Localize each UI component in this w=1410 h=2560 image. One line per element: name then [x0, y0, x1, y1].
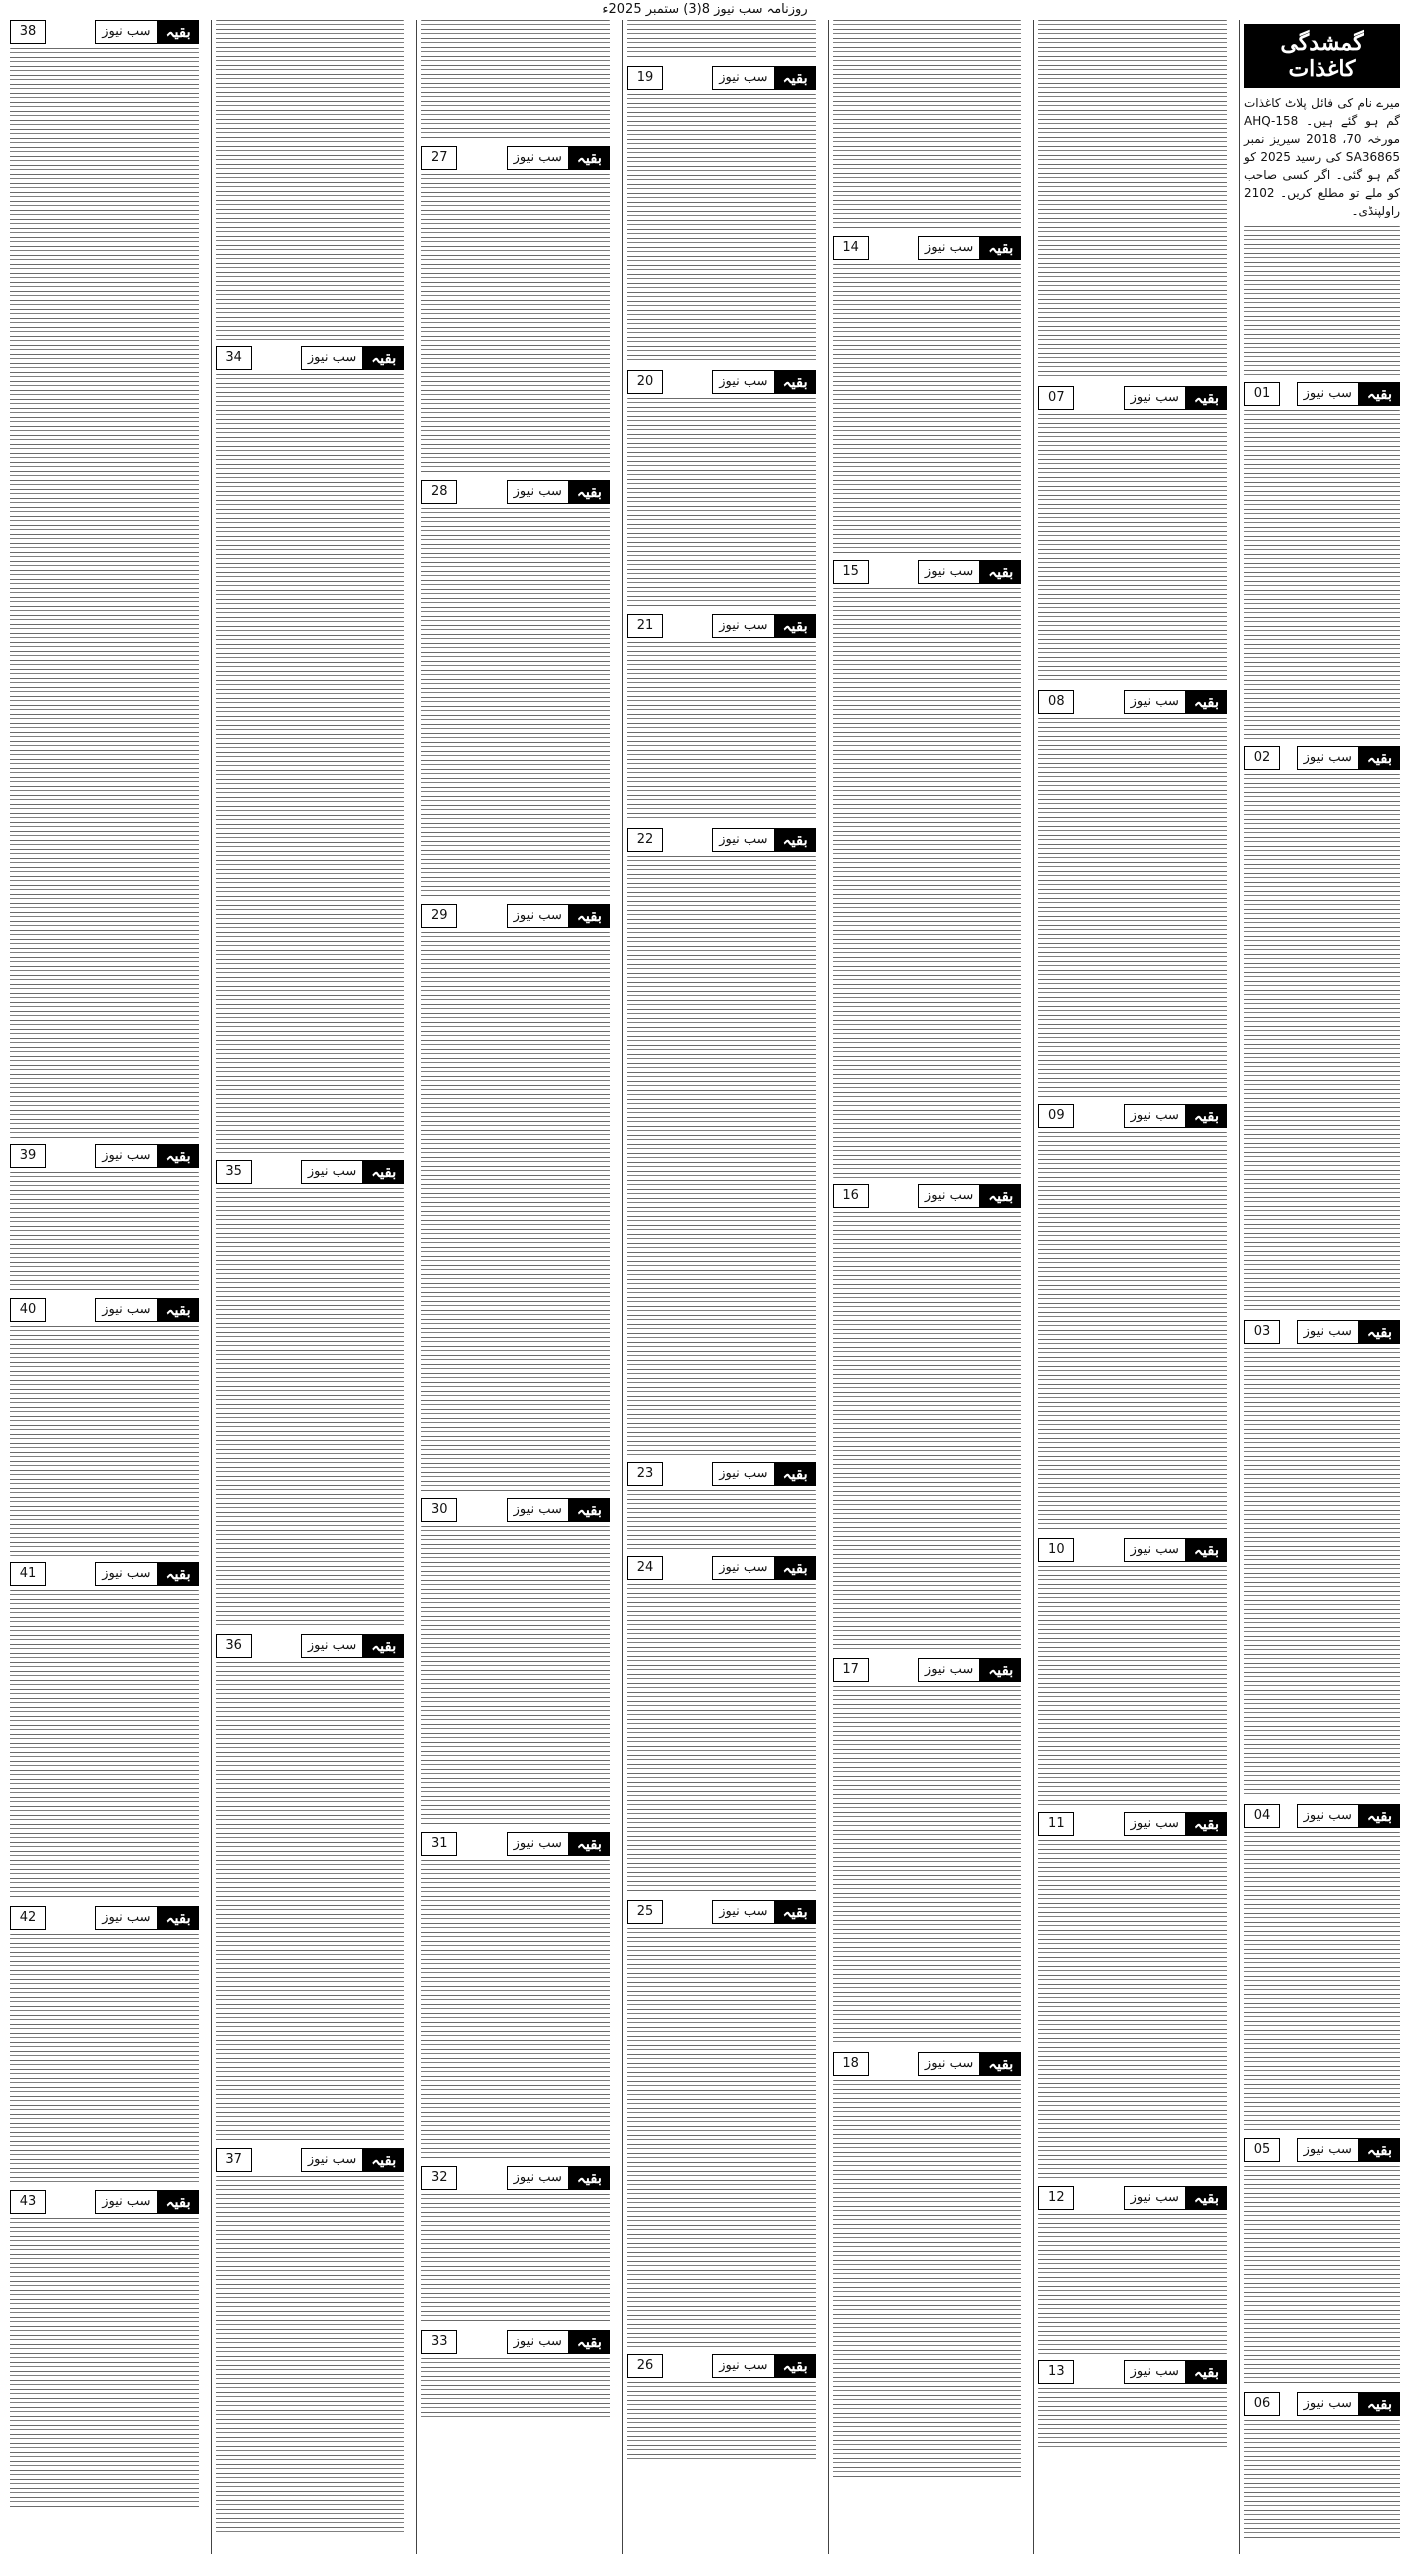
- continuation-number: 33: [421, 2330, 457, 2354]
- continuation-badge: بقیہ: [158, 1562, 199, 1586]
- continuation-header: [216, 2148, 405, 2172]
- text-block: [627, 1928, 816, 2348]
- continuation-header: [627, 614, 816, 638]
- continuation-badge: بقیہ: [569, 146, 610, 170]
- text-block: [627, 2382, 816, 2462]
- text-block: [1244, 226, 1400, 376]
- text-block: [216, 374, 405, 1154]
- continuation-sub: سب نیوز: [1124, 1104, 1186, 1128]
- text-block: [1038, 718, 1227, 1098]
- continuation-sub: سب نیوز: [507, 2330, 569, 2354]
- continuation-badge: بقیہ: [1359, 382, 1400, 406]
- continuation-header: [421, 904, 610, 928]
- column-6: [211, 20, 409, 2554]
- continuation-sub: سب نیوز: [712, 1900, 774, 1924]
- continuation-number: 34: [216, 346, 252, 370]
- text-block: [1244, 2166, 1400, 2386]
- continuation-header: [10, 2190, 199, 2214]
- continuation-sub: سب نیوز: [712, 828, 774, 852]
- continuation-header: [421, 1832, 610, 1856]
- continuation-header: [1038, 386, 1227, 410]
- continuation-badge: بقیہ: [775, 828, 816, 852]
- text-block: [1038, 1566, 1227, 1806]
- text-block: [10, 1326, 199, 1556]
- continuation-header: [627, 1462, 816, 1486]
- continuation-badge: بقیہ: [980, 1658, 1021, 1682]
- continuation-sub: سب نیوز: [95, 1906, 157, 1930]
- continuation-badge: بقیہ: [980, 560, 1021, 584]
- continuation-sub: سب نیوز: [301, 346, 363, 370]
- continuation-badge: بقیہ: [1186, 2360, 1227, 2384]
- continuation-number: 12: [1038, 2186, 1074, 2210]
- continuation-badge: بقیہ: [363, 2148, 404, 2172]
- continuation-header: [421, 1498, 610, 1522]
- continuation-number: 17: [833, 1658, 869, 1682]
- text-block: [627, 1584, 816, 1894]
- continuation-badge: بقیہ: [1359, 2392, 1400, 2416]
- text-block: [216, 1662, 405, 2142]
- column-4: [622, 20, 820, 2554]
- continuation-sub: سب نیوز: [712, 66, 774, 90]
- continuation-header: [216, 1160, 405, 1184]
- continuation-sub: سب نیوز: [301, 2148, 363, 2172]
- continuation-sub: سب نیوز: [95, 1144, 157, 1168]
- continuation-header: [10, 1562, 199, 1586]
- continuation-sub: سب نیوز: [712, 614, 774, 638]
- continuation-sub: سب نیوز: [507, 480, 569, 504]
- continuation-header: [421, 2330, 610, 2354]
- continuation-header: [1244, 382, 1400, 406]
- continuation-number: 14: [833, 236, 869, 260]
- continuation-badge: بقیہ: [775, 1900, 816, 1924]
- continuation-sub: سب نیوز: [1124, 2186, 1186, 2210]
- continuation-badge: بقیہ: [980, 2052, 1021, 2076]
- continuation-header: [627, 828, 816, 852]
- continuation-header: [216, 346, 405, 370]
- continuation-badge: بقیہ: [1186, 1538, 1227, 1562]
- continuation-number: 16: [833, 1184, 869, 1208]
- continuation-header: [627, 1900, 816, 1924]
- continuation-sub: سب نیوز: [95, 1298, 157, 1322]
- continuation-header: [833, 1184, 1022, 1208]
- continuation-number: 36: [216, 1634, 252, 1658]
- continuation-sub: سب نیوز: [918, 560, 980, 584]
- continuation-number: 27: [421, 146, 457, 170]
- continuation-header: [421, 480, 610, 504]
- continuation-badge: بقیہ: [1186, 2186, 1227, 2210]
- continuation-badge: بقیہ: [775, 370, 816, 394]
- continuation-number: 18: [833, 2052, 869, 2076]
- text-block: [627, 94, 816, 364]
- continuation-badge: بقیہ: [1359, 2138, 1400, 2162]
- continuation-number: 24: [627, 1556, 663, 1580]
- continuation-header: [1038, 690, 1227, 714]
- continuation-badge: بقیہ: [158, 1144, 199, 1168]
- columns-container: [6, 20, 1404, 2554]
- text-block: [421, 2194, 610, 2324]
- continuation-sub: سب نیوز: [918, 2052, 980, 2076]
- continuation-number: 35: [216, 1160, 252, 1184]
- continuation-header: [833, 2052, 1022, 2076]
- continuation-badge: بقیہ: [1359, 746, 1400, 770]
- continuation-badge: بقیہ: [775, 1556, 816, 1580]
- text-block: [833, 1686, 1022, 2046]
- continuation-number: 09: [1038, 1104, 1074, 1128]
- continuation-sub: سب نیوز: [95, 1562, 157, 1586]
- continuation-header: [627, 370, 816, 394]
- continuation-badge: بقیہ: [363, 1634, 404, 1658]
- continuation-number: 01: [1244, 382, 1280, 406]
- continuation-number: 30: [421, 1498, 457, 1522]
- column-1: [1239, 20, 1404, 2554]
- continuation-badge: بقیہ: [158, 1298, 199, 1322]
- notice-title: گمشدگی کاغذات: [1244, 24, 1400, 88]
- text-block: [1038, 20, 1227, 380]
- continuation-number: 23: [627, 1462, 663, 1486]
- notice-body: میرے نام کی فائل پلاٹ کاغذات گم ہو گئے ہیں۔ AHQ-158 مورخہ 70، 2018 سیریز نمبر SA36865 کی رسید 2025 کو گم ہو گئی۔ اگر کسی صاحب کو ملے تو مطلع کریں۔ 2102 راولپنڈی۔: [1244, 96, 1401, 218]
- text-block: [1038, 2214, 1227, 2354]
- continuation-header: [1244, 2138, 1400, 2162]
- column-7: [6, 20, 203, 2554]
- continuation-header: [627, 66, 816, 90]
- text-block: [10, 2218, 199, 2508]
- text-block: [1244, 1832, 1400, 2132]
- column-5: [416, 20, 614, 2554]
- continuation-badge: بقیہ: [1186, 1104, 1227, 1128]
- continuation-header: [627, 1556, 816, 1580]
- continuation-sub: سب نیوز: [712, 1462, 774, 1486]
- continuation-badge: بقیہ: [363, 346, 404, 370]
- continuation-number: 40: [10, 1298, 46, 1322]
- text-block: [1244, 410, 1400, 740]
- continuation-number: 02: [1244, 746, 1280, 770]
- continuation-header: [1038, 2186, 1227, 2210]
- continuation-header: [421, 146, 610, 170]
- continuation-number: 05: [1244, 2138, 1280, 2162]
- continuation-number: 26: [627, 2354, 663, 2378]
- text-block: [833, 2080, 1022, 2480]
- continuation-badge: بقیہ: [775, 2354, 816, 2378]
- continuation-header: [10, 1298, 199, 1322]
- text-block: [421, 932, 610, 1492]
- continuation-badge: بقیہ: [775, 1462, 816, 1486]
- text-block: [421, 1526, 610, 1826]
- continuation-sub: سب نیوز: [1297, 2392, 1359, 2416]
- continuation-sub: سب نیوز: [918, 236, 980, 260]
- text-block: [1038, 1840, 1227, 2180]
- continuation-number: 19: [627, 66, 663, 90]
- continuation-number: 37: [216, 2148, 252, 2172]
- continuation-number: 31: [421, 1832, 457, 1856]
- continuation-number: 13: [1038, 2360, 1074, 2384]
- continuation-number: 06: [1244, 2392, 1280, 2416]
- continuation-badge: بقیہ: [569, 904, 610, 928]
- text-block: [627, 1490, 816, 1550]
- text-block: [10, 1172, 199, 1292]
- continuation-number: 11: [1038, 1812, 1074, 1836]
- continuation-number: 32: [421, 2166, 457, 2190]
- continuation-sub: سب نیوز: [507, 1832, 569, 1856]
- continuation-number: 38: [10, 20, 46, 44]
- continuation-badge: بقیہ: [569, 1498, 610, 1522]
- continuation-badge: بقیہ: [980, 1184, 1021, 1208]
- continuation-badge: بقیہ: [569, 2330, 610, 2354]
- continuation-header: [833, 1658, 1022, 1682]
- text-block: [10, 1934, 199, 2184]
- continuation-badge: بقیہ: [158, 20, 199, 44]
- continuation-badge: بقیہ: [1186, 690, 1227, 714]
- text-block: [216, 2176, 405, 2536]
- text-block: [1038, 414, 1227, 684]
- text-block: [627, 642, 816, 822]
- continuation-sub: سب نیوز: [507, 2166, 569, 2190]
- continuation-sub: سب نیوز: [301, 1160, 363, 1184]
- continuation-badge: بقیہ: [775, 614, 816, 638]
- continuation-sub: سب نیوز: [301, 1634, 363, 1658]
- text-block: [216, 20, 405, 340]
- text-block: [421, 2358, 610, 2418]
- continuation-badge: بقیہ: [980, 236, 1021, 260]
- text-block: [1244, 1348, 1400, 1798]
- continuation-sub: سب نیوز: [1124, 386, 1186, 410]
- text-block: [627, 398, 816, 608]
- continuation-sub: سب نیوز: [95, 20, 157, 44]
- continuation-number: 22: [627, 828, 663, 852]
- continuation-sub: سب نیوز: [507, 1498, 569, 1522]
- continuation-sub: سب نیوز: [507, 146, 569, 170]
- continuation-number: 20: [627, 370, 663, 394]
- continuation-sub: سب نیوز: [918, 1658, 980, 1682]
- continuation-badge: بقیہ: [363, 1160, 404, 1184]
- text-block: [421, 174, 610, 474]
- continuation-number: 28: [421, 480, 457, 504]
- continuation-badge: بقیہ: [1186, 386, 1227, 410]
- continuation-number: 39: [10, 1144, 46, 1168]
- continuation-header: [1244, 2392, 1400, 2416]
- text-block: [421, 508, 610, 898]
- column-3: [828, 20, 1026, 2554]
- text-block: [421, 1860, 610, 2160]
- masthead-date-line: روزنامہ سب نیوز 8(3) ستمبر 2025ء: [602, 2, 808, 17]
- continuation-badge: بقیہ: [1359, 1320, 1400, 1344]
- continuation-header: [1038, 2360, 1227, 2384]
- continuation-sub: سب نیوز: [918, 1184, 980, 1208]
- continuation-badge: بقیہ: [775, 66, 816, 90]
- continuation-header: [421, 2166, 610, 2190]
- continuation-sub: سب نیوز: [1297, 1804, 1359, 1828]
- continuation-header: [1038, 1812, 1227, 1836]
- continuation-number: 29: [421, 904, 457, 928]
- text-block: [1244, 2420, 1400, 2540]
- continuation-badge: بقیہ: [569, 1832, 610, 1856]
- text-block: [833, 264, 1022, 554]
- continuation-number: 25: [627, 1900, 663, 1924]
- continuation-number: 08: [1038, 690, 1074, 714]
- continuation-number: 07: [1038, 386, 1074, 410]
- text-block: [833, 20, 1022, 230]
- text-block: [216, 1188, 405, 1628]
- continuation-header: [1244, 1320, 1400, 1344]
- text-block: [421, 20, 610, 140]
- continuation-header: [1038, 1104, 1227, 1128]
- text-block: [627, 856, 816, 1456]
- continuation-sub: سب نیوز: [1297, 746, 1359, 770]
- continuation-number: 04: [1244, 1804, 1280, 1828]
- continuation-header: [627, 2354, 816, 2378]
- text-block: [10, 48, 199, 1138]
- continuation-number: 21: [627, 614, 663, 638]
- continuation-sub: سب نیوز: [1297, 1320, 1359, 1344]
- column-2: [1033, 20, 1231, 2554]
- continuation-sub: سب نیوز: [507, 904, 569, 928]
- continuation-badge: بقیہ: [1359, 1804, 1400, 1828]
- continuation-badge: بقیہ: [569, 2166, 610, 2190]
- continuation-badge: بقیہ: [158, 1906, 199, 1930]
- continuation-header: [1244, 1804, 1400, 1828]
- continuation-badge: بقیہ: [1186, 1812, 1227, 1836]
- continuation-number: 43: [10, 2190, 46, 2214]
- continuation-number: 15: [833, 560, 869, 584]
- continuation-sub: سب نیوز: [1124, 2360, 1186, 2384]
- continuation-number: 10: [1038, 1538, 1074, 1562]
- continuation-badge: بقیہ: [158, 2190, 199, 2214]
- continuation-sub: سب نیوز: [712, 2354, 774, 2378]
- continuation-sub: سب نیوز: [712, 1556, 774, 1580]
- text-block: [627, 20, 816, 60]
- continuation-badge: بقیہ: [569, 480, 610, 504]
- continuation-number: 42: [10, 1906, 46, 1930]
- continuation-header: [1244, 746, 1400, 770]
- continuation-sub: سب نیوز: [1124, 1538, 1186, 1562]
- continuation-header: [833, 236, 1022, 260]
- continuation-number: 41: [10, 1562, 46, 1586]
- continuation-sub: سب نیوز: [95, 2190, 157, 2214]
- text-block: [833, 1212, 1022, 1652]
- text-block: [10, 1590, 199, 1900]
- text-block: [1038, 1132, 1227, 1532]
- continuation-sub: سب نیوز: [1124, 1812, 1186, 1836]
- continuation-header: [10, 1906, 199, 1930]
- continuation-header: [10, 1144, 199, 1168]
- continuation-header: [1038, 1538, 1227, 1562]
- continuation-sub: سب نیوز: [712, 370, 774, 394]
- continuation-sub: سب نیوز: [1297, 2138, 1359, 2162]
- continuation-header: [10, 20, 199, 44]
- text-block: [1038, 2388, 1227, 2448]
- continuation-sub: سب نیوز: [1297, 382, 1359, 406]
- continuation-number: 03: [1244, 1320, 1280, 1344]
- text-block: [1244, 774, 1400, 1314]
- continuation-sub: سب نیوز: [1124, 690, 1186, 714]
- text-block: [833, 588, 1022, 1178]
- continuation-header: [833, 560, 1022, 584]
- continuation-header: [216, 1634, 405, 1658]
